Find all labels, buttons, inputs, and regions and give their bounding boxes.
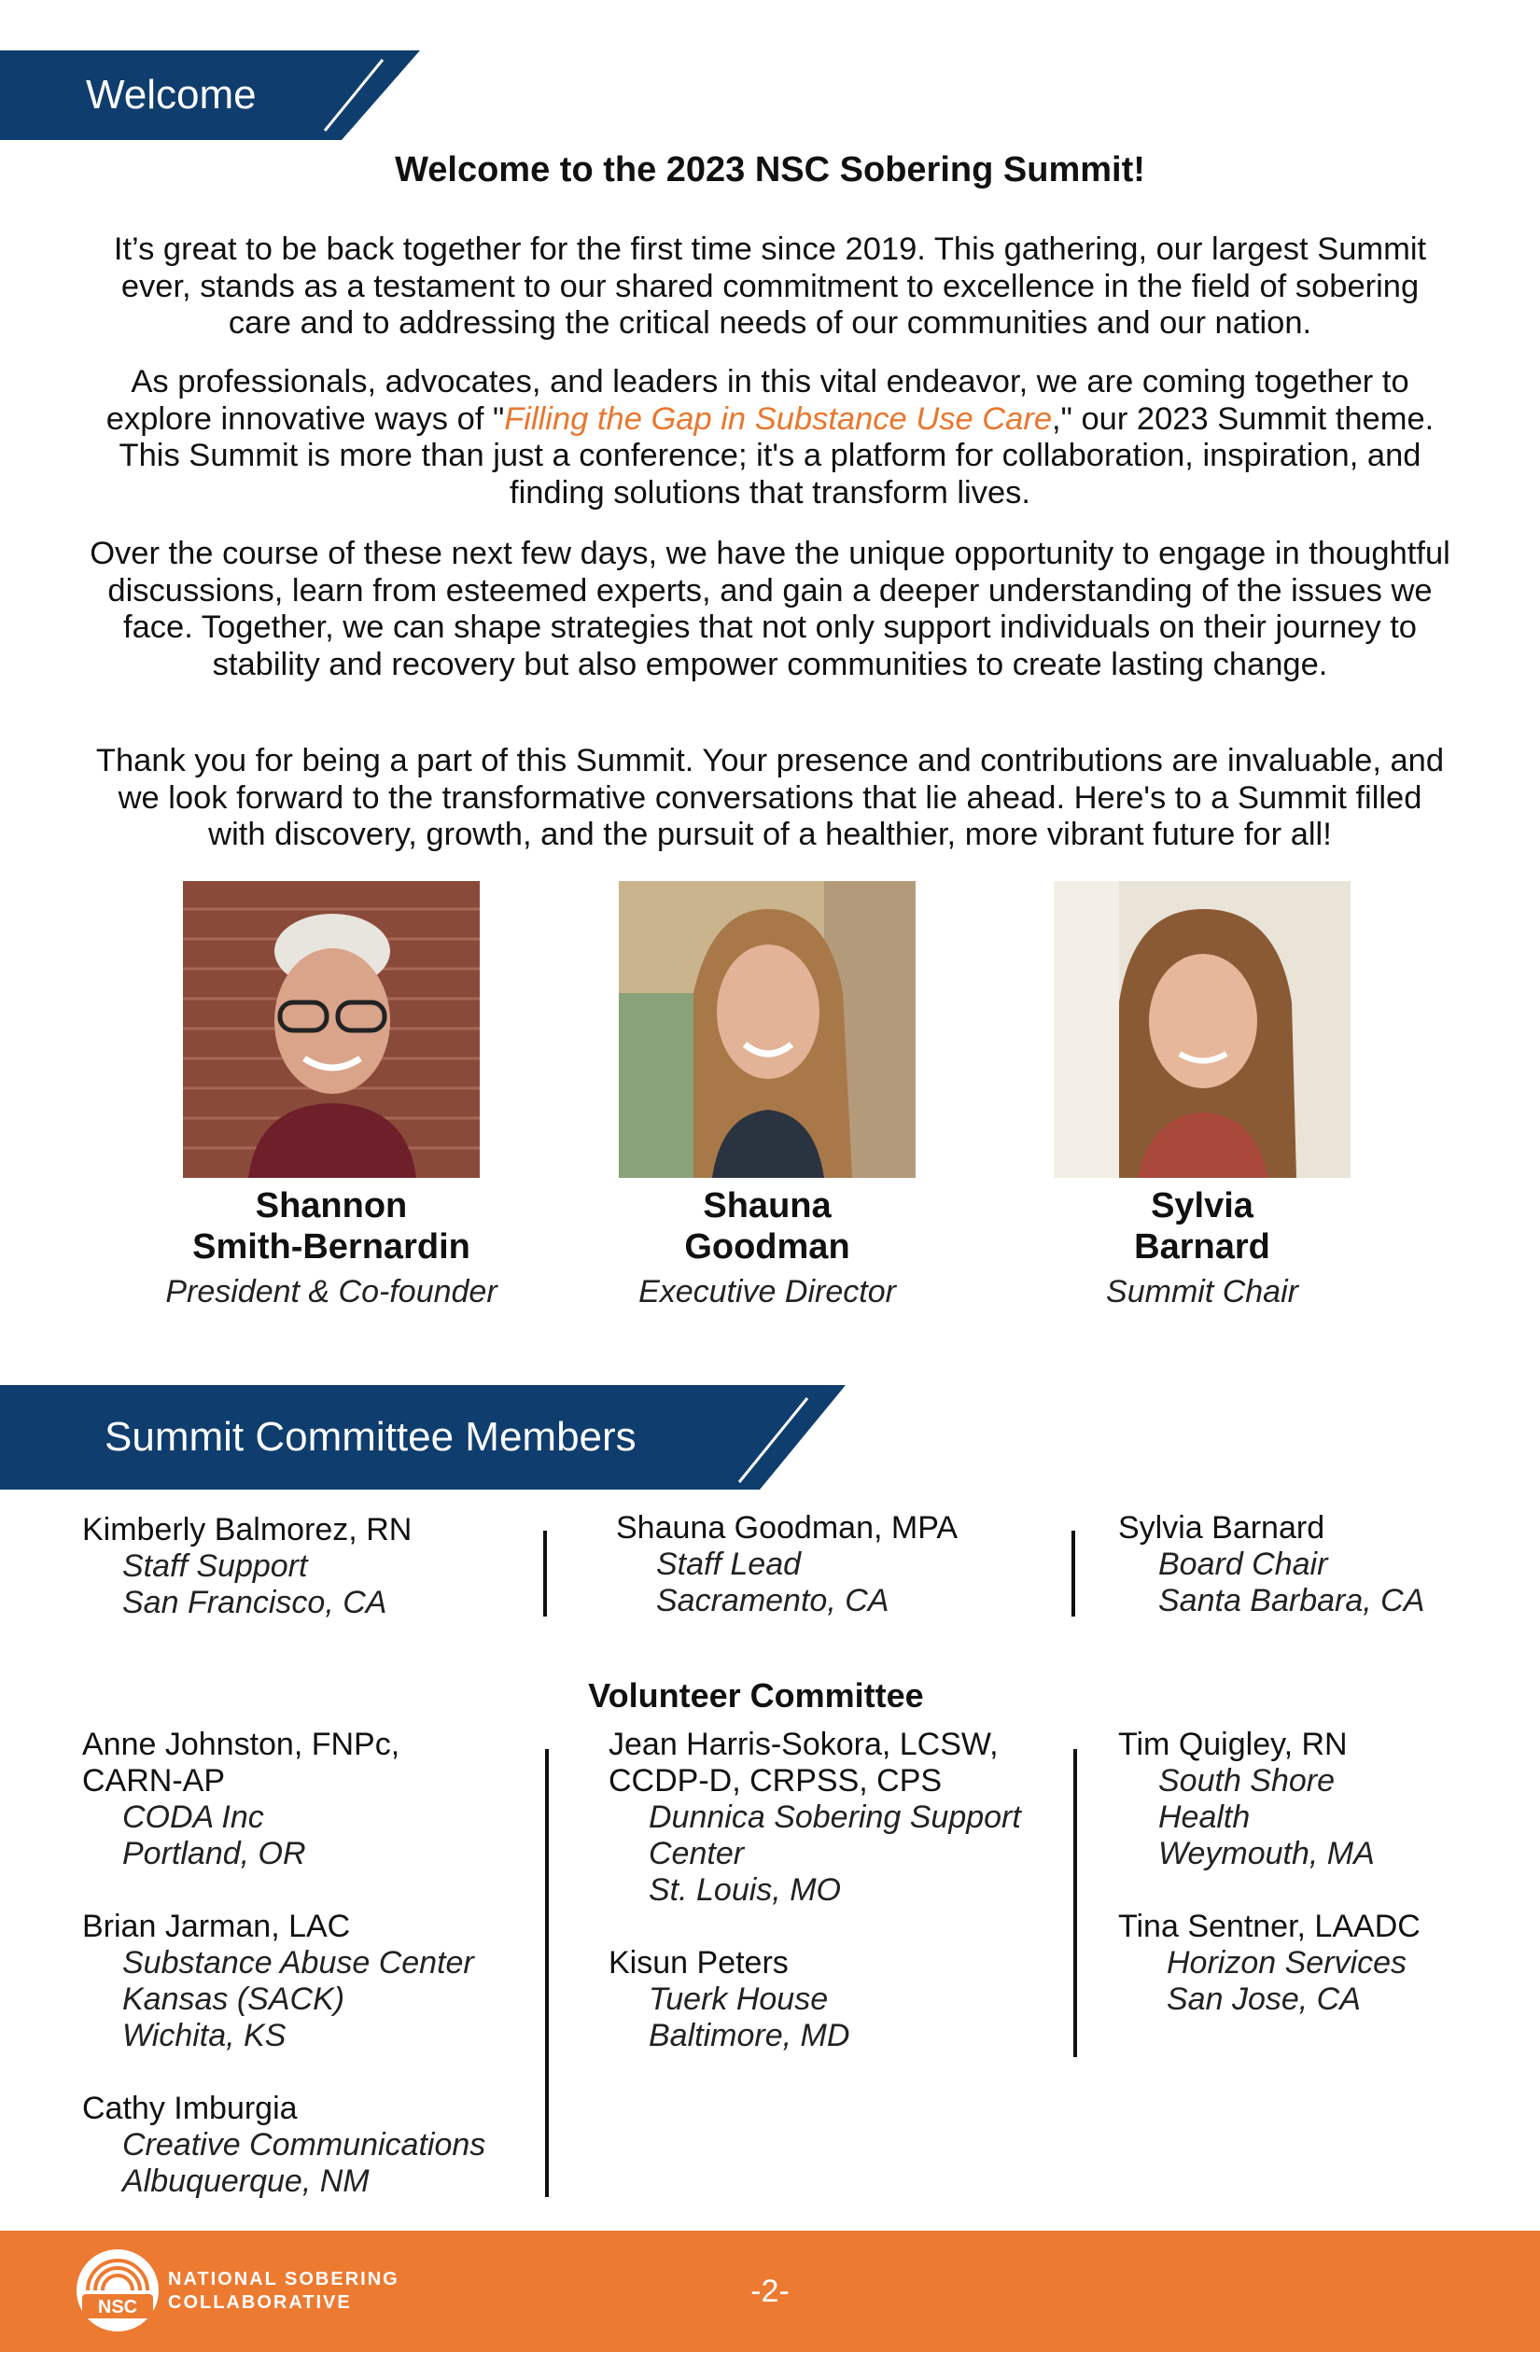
volunteer-column-2 [609, 1727, 1057, 2091]
volunteer-member [609, 1945, 1057, 2054]
leader-photo [1054, 881, 1351, 1178]
welcome-banner [0, 50, 429, 140]
member-name: CARN-AP [82, 1763, 226, 1799]
footer [0, 2231, 1540, 2352]
volunteer-column-3 [1118, 1727, 1510, 2054]
member-location: San Francisco, CA [122, 1585, 387, 1620]
welcome-paragraph-2 [86, 364, 1454, 511]
leader-photo [619, 881, 916, 1178]
column-divider [545, 1749, 549, 2197]
member-name: Shauna Goodman, MPA [616, 1510, 959, 1546]
member-organization: Center [649, 1836, 745, 1871]
paragraph-text: ," our 2023 Summit theme. This Summit is more than just a conference; it's a platform for collaboration, inspiration, and finding solutions that transform lives. [119, 400, 1435, 511]
volunteer-committee-title: Volunteer Committee [588, 1676, 924, 1715]
volunteer-member [1118, 1909, 1510, 2018]
leader-name: Goodman [684, 1227, 850, 1267]
member-location: Wichita, KS [122, 2018, 287, 2053]
member-location: Albuquerque, NM [122, 2163, 370, 2199]
member-name: CCDP-D, CRPSS, CPS [609, 1763, 943, 1799]
committee-member [1118, 1510, 1424, 1656]
member-organization: Health [1158, 1799, 1251, 1835]
member-name: Kimberly Balmorez, RN [82, 1512, 413, 1547]
member-name: Kisun Peters [609, 1945, 789, 1981]
member-location: Baltimore, MD [649, 2018, 850, 2053]
volunteer-member [82, 1727, 530, 1872]
welcome-paragraph-3: Over the course of these next few days, we have the unique opportunity to engage in thoughtful discussions, learn from esteemed experts, and gain a deeper understanding of the issues we face. Together, we can shape strategies that not only support individuals on their journey to stability and recovery but also empower communities to create lasting change. [90, 536, 1450, 682]
member-location: Santa Barbara, CA [1158, 1583, 1425, 1618]
welcome-paragraph-4: Thank you for being a part of this Summit. Your presence and contributions are invaluable, and we look forward to the transformative conversations that lie ahead. Here's to a Summit filled with discovery, growth, and the pursuit of a healthier, more vibrant future for all! [95, 743, 1445, 852]
summit-theme-highlight: Filling the Gap in Substance Use Care [504, 400, 1053, 437]
volunteer-member [82, 2091, 530, 2200]
member-name: Tina Sentner, LAADC [1118, 1909, 1421, 1944]
committee-member [82, 1512, 412, 1658]
leader-name: Shauna [703, 1186, 832, 1225]
member-location: St. Louis, MO [649, 1872, 841, 1908]
member-name: Jean Harris-Sokora, LCSW, [609, 1727, 999, 1762]
leader-name: Smith-Bernardin [192, 1227, 470, 1267]
leader-name: Sylvia [1151, 1186, 1253, 1225]
member-location: Portland, OR [122, 1836, 306, 1871]
member-location: Weymouth, MA [1158, 1836, 1375, 1871]
member-organization: Dunnica Sobering Support [649, 1799, 1021, 1835]
welcome-title: Welcome to the 2023 NSC Sobering Summit! [395, 150, 1145, 189]
leader-card [135, 881, 527, 1310]
leader-card [1006, 881, 1398, 1310]
member-name: Cathy Imburgia [82, 2091, 298, 2126]
page-number: -2- [750, 2274, 790, 2309]
member-name: Tim Quigley, RN [1118, 1727, 1348, 1762]
committee-banner-label: Summit Committee Members [105, 1414, 637, 1460]
column-divider [543, 1531, 547, 1617]
member-role: Staff Lead [656, 1547, 802, 1582]
leader-name: Barnard [1134, 1227, 1270, 1267]
welcome-paragraph-1: It’s great to be back together for the first time since 2019. This gathering, our largest Summit ever, stands as a testament to our shared commitment to excellence in the field of sobering care and to addressing the critical needs of our communities and our nation. [113, 231, 1427, 341]
committee-member [616, 1510, 958, 1656]
member-organization: CODA Inc [122, 1799, 264, 1835]
volunteer-column-1 [82, 1727, 530, 2236]
member-name: Anne Johnston, FNPc, [82, 1727, 400, 1762]
leader-role: Summit Chair [1106, 1274, 1298, 1309]
volunteer-member [609, 1727, 1057, 1909]
org-name-line: NATIONAL SOBERING [168, 2269, 399, 2289]
member-name: Sylvia Barnard [1118, 1510, 1325, 1546]
logo-text: NSC [97, 2297, 138, 2317]
member-role: Staff Support [122, 1548, 308, 1584]
leader-photo [183, 881, 480, 1178]
column-divider [1071, 1531, 1075, 1617]
member-location: Sacramento, CA [656, 1583, 889, 1618]
leader-role: Executive Director [638, 1274, 896, 1309]
org-name-line: COLLABORATIVE [168, 2292, 352, 2313]
member-organization: Substance Abuse Center [122, 1945, 474, 1981]
committee-banner [0, 1385, 849, 1490]
column-divider [1073, 1749, 1077, 2057]
member-organization: Tuerk House [649, 1981, 829, 2017]
member-name: Brian Jarman, LAC [82, 1909, 351, 1944]
member-location: San Jose, CA [1167, 1981, 1361, 2017]
welcome-banner-label: Welcome [86, 72, 257, 118]
leader-name: Shannon [255, 1186, 408, 1225]
leader-card [571, 881, 963, 1310]
member-organization: Horizon Services [1167, 1945, 1407, 1981]
leader-role: President & Co-founder [165, 1274, 497, 1309]
member-organization: Creative Communications [122, 2127, 486, 2163]
volunteer-member [1118, 1727, 1510, 1872]
volunteer-member [82, 1909, 530, 2054]
paragraph-text: As professionals, advocates, and leaders in this vital endeavor, we are coming together to explore innovative ways of " [105, 364, 1409, 437]
member-role: Board Chair [1158, 1547, 1328, 1582]
member-organization: South Shore [1158, 1763, 1336, 1799]
member-organization: Kansas (SACK) [122, 1981, 345, 2017]
